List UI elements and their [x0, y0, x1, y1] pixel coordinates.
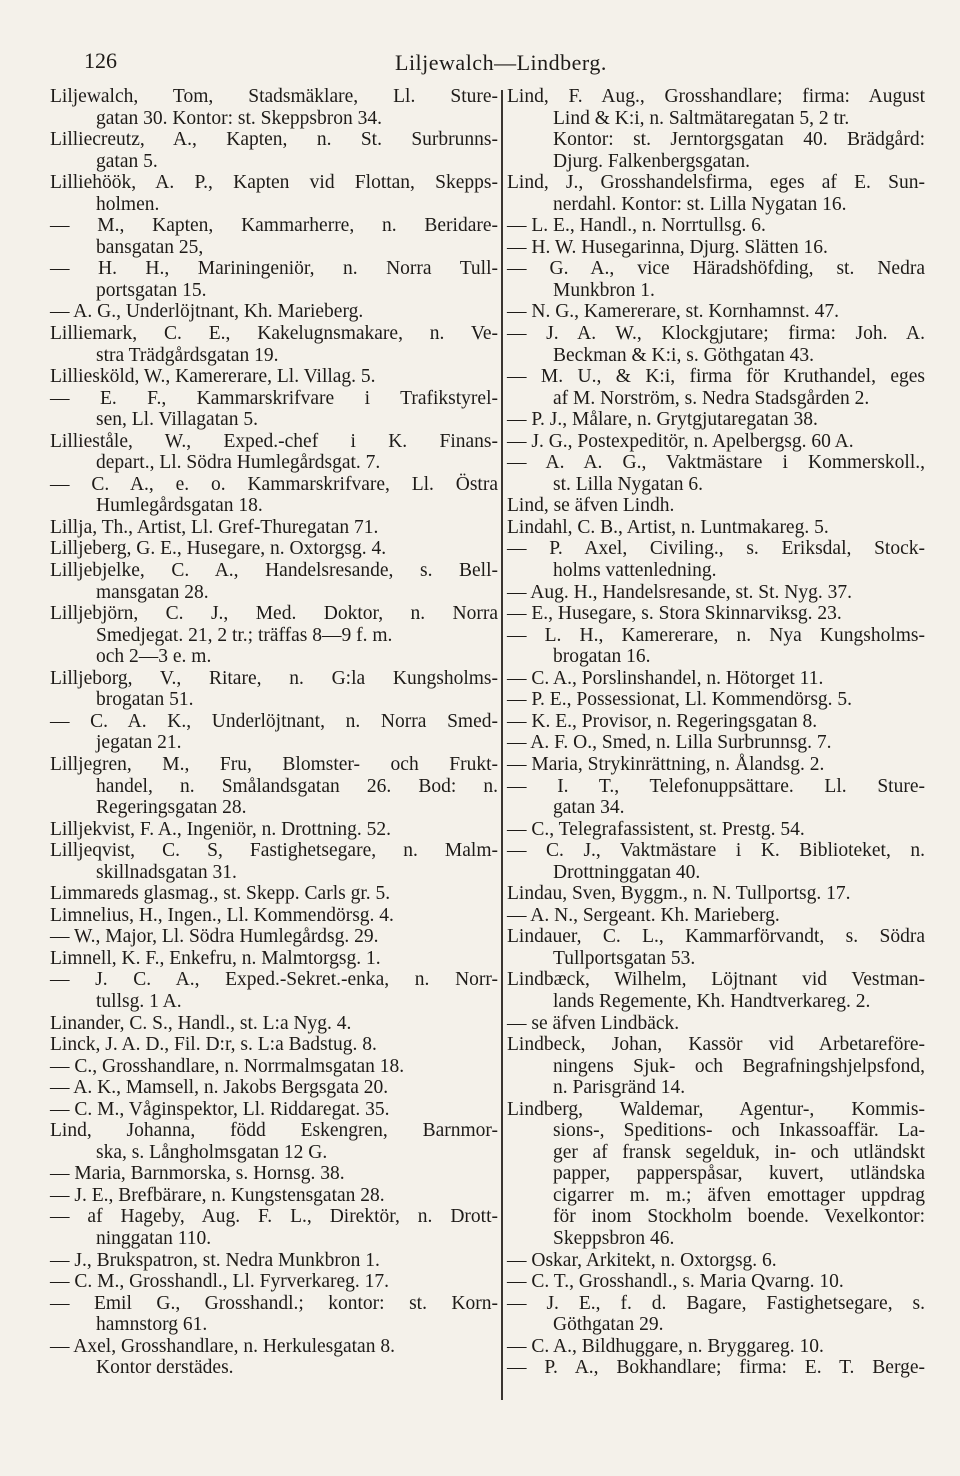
directory-line: jegatan 21.	[96, 732, 182, 754]
directory-line: — C. M., Grosshandl., Ll. Fyrverkareg. 17.	[50, 1271, 390, 1293]
directory-line: lands Regemente, Kh. Handtverkareg. 2.	[553, 990, 871, 1012]
directory-line: holmen.	[96, 193, 160, 215]
directory-line: — M. U., & K:i, firma för Kruthandel, eges	[507, 366, 925, 388]
directory-line: Lilliesköld, W., Kamererare, Ll. Villag. 5.	[50, 366, 376, 388]
directory-line: — se äfven Lindbäck.	[507, 1012, 680, 1034]
directory-line: — G. A., vice Häradshöfding, st. Nedra	[507, 258, 925, 280]
directory-line: ger af fransk segelduk, in- och utländskt	[553, 1141, 925, 1163]
directory-line: — A. N., Sergeant. Kh. Marieberg.	[507, 904, 780, 926]
directory-line: Lilljegren, M., Fru, Blomster- och Frukt-	[50, 753, 498, 775]
directory-line: Humlegårdsgatan 18.	[96, 495, 263, 517]
directory-line: Regeringsgatan 28.	[96, 797, 247, 819]
directory-line: — Maria, Barnmorska, s. Hornsg. 38.	[50, 1163, 345, 1185]
directory-line: Lind, se äfven Lindh.	[507, 495, 675, 517]
directory-line: för inom Stockholm boende. Vexelkontor:	[553, 1206, 925, 1228]
directory-line: Liljewalch, Tom, Stadsmäklare, Ll. Sture-	[50, 86, 498, 107]
directory-line: gatan 34.	[553, 797, 625, 819]
directory-line: — Emil G., Grosshandl.; kontor: st. Korn-	[50, 1292, 498, 1314]
directory-line: — P. Axel, Civiling., s. Eriksdal, Stock-	[507, 538, 925, 560]
directory-line: sions-, Speditions- och Inkassoaffär. La-	[553, 1120, 925, 1142]
left-column	[50, 86, 498, 1379]
directory-line: — C. A., Bildhuggare, n. Bryggareg. 10.	[507, 1335, 824, 1357]
directory-line: — A. K., Mamsell, n. Jakobs Bergsgata 20.	[50, 1077, 389, 1099]
directory-line: — E. F., Kammarskrifvare i Trafikstyrel-	[50, 387, 498, 409]
directory-line: Lind, F. Aug., Grosshandlare; firma: August	[507, 86, 925, 107]
page-number: 126	[84, 48, 117, 73]
directory-line: Lindahl, C. B., Artist, n. Luntmakareg. 5.	[507, 516, 829, 538]
directory-line: Kontor: st. Jerntorgsgatan 40. Brädgård:	[553, 129, 925, 151]
directory-line: Lindberg, Waldemar, Agentur-, Kommis-	[507, 1098, 925, 1120]
directory-line: — C. A., Porslinshandel, n. Hötorget 11.	[507, 667, 824, 689]
directory-line: gatan 5.	[96, 150, 158, 172]
directory-line: — P. A., Bokhandlare; firma: E. T. Berge-	[507, 1357, 925, 1379]
directory-line: depart., Ll. Södra Humlegårdsgat. 7.	[96, 452, 381, 474]
directory-line: Djurg. Falkenbergsgatan.	[553, 150, 750, 172]
directory-line: Linander, C. S., Handl., st. L:a Nyg. 4.	[50, 1012, 352, 1034]
directory-line: hamnstorg 61.	[96, 1314, 208, 1336]
directory-line: holms vattenledning.	[553, 560, 717, 582]
directory-line: — P. J., Målare, n. Grytgjutaregatan 38.	[507, 409, 818, 431]
directory-line: Lindbeck, Johan, Kassör vid Arbetareföre-	[507, 1034, 925, 1056]
directory-line: — H. W. Husegarinna, Djurg. Slätten 16.	[507, 236, 828, 258]
directory-line: stra Trädgårdsgatan 19.	[96, 344, 279, 366]
directory-line: — Maria, Strykinrättning, n. Ålandsg. 2.	[507, 753, 825, 775]
directory-line: Lilljebjörn, C. J., Med. Doktor, n. Norra	[50, 603, 498, 625]
directory-line: — C. J., Vaktmästare i K. Biblioteket, n.	[507, 840, 925, 862]
directory-line: Limmareds glasmag., st. Skepp. Carls gr. 5.	[50, 883, 391, 905]
directory-line: — P. E., Possessionat, Ll. Kommendörsg. 5.	[507, 689, 853, 711]
column-divider	[501, 90, 503, 1400]
directory-line: Lilljeberg, G. E., Husegare, n. Oxtorgsg. 4.	[50, 538, 387, 560]
directory-line: Limnelius, H., Ingen., Ll. Kommendörsg. 4.	[50, 904, 394, 926]
directory-line: Lind & K:i, n. Saltmätaregatan 5, 2 tr.	[553, 107, 850, 129]
directory-line: ninggatan 110.	[96, 1227, 212, 1249]
directory-line: brogatan 51.	[96, 689, 194, 711]
directory-line: — J. E., f. d. Bagare, Fastighetsegare, s.	[507, 1292, 925, 1314]
directory-line: — A. A. G., Vaktmästare i Kommerskoll.,	[507, 452, 925, 474]
directory-line: — J., Brukspatron, st. Nedra Munkbron 1.	[50, 1249, 380, 1271]
directory-line: — Aug. H., Handelsresande, st. St. Nyg. 37.	[507, 581, 853, 603]
directory-line: — I. T., Telefonuppsättare. Ll. Sture-	[507, 775, 925, 797]
directory-line: — C. M., Våginspektor, Ll. Riddaregat. 35.	[50, 1098, 390, 1120]
directory-line: — M., Kapten, Kammarherre, n. Beridare-	[50, 215, 498, 237]
directory-line: Tullportsgatan 53.	[553, 947, 696, 969]
directory-line: Drottninggatan 40.	[553, 861, 701, 883]
directory-line: och 2—3 e. m.	[96, 646, 212, 668]
directory-line: Lilliemark, C. E., Kakelugnsmakare, n. Ve-	[50, 323, 498, 345]
directory-line: Lillieståle, W., Exped.-chef i K. Finans-	[50, 430, 498, 452]
directory-line: Lilljekvist, F. A., Ingeniör, n. Drottning. 52.	[50, 818, 392, 840]
directory-line: brogatan 16.	[553, 646, 651, 668]
directory-line: ska, s. Långholmsgatan 12 G.	[96, 1141, 328, 1163]
directory-line: — J. A. W., Klockgjutare; firma: Joh. A.	[507, 323, 925, 345]
directory-line: portsgatan 15.	[96, 279, 207, 301]
directory-line: — E., Husegare, s. Stora Skinnarviksg. 23.	[507, 603, 842, 625]
directory-line: mansgatan 28.	[96, 581, 209, 603]
directory-line: — N. G., Kamererare, st. Kornhamnst. 47.	[507, 301, 839, 323]
directory-line: gatan 30. Kontor: st. Skeppsbron 34.	[96, 107, 382, 129]
page-header	[0, 44, 960, 80]
directory-line: Munkbron 1.	[553, 279, 655, 301]
directory-line: nerdahl. Kontor: st. Lilla Nygatan 16.	[553, 193, 847, 215]
running-head: Liljewalch—Lindberg.	[395, 50, 607, 75]
directory-line: — A. G., Underlöjtnant, Kh. Marieberg.	[50, 301, 364, 323]
directory-line: Linck, J. A. D., Fil. D:r, s. L:a Badstug. 8.	[50, 1034, 377, 1056]
directory-line: Lilliehöök, A. P., Kapten vid Flottan, Skepps-	[50, 172, 498, 194]
directory-line: papper, papperspåsar, kuvert, utländska	[553, 1163, 925, 1185]
directory-line: — L. H., Kamererare, n. Nya Kungsholms-	[507, 624, 925, 646]
directory-line: st. Lilla Nygatan 6.	[553, 473, 704, 495]
directory-line: Lind, Johanna, född Eskengren, Barnmor-	[50, 1120, 498, 1142]
directory-line: Lindbæck, Wilhelm, Löjtnant vid Vestman-	[507, 969, 925, 991]
directory-line: Skeppsbron 46.	[553, 1227, 675, 1249]
directory-line: — C. A., e. o. Kammarskrifvare, Ll. Östra	[50, 473, 498, 495]
directory-line: — C. T., Grosshandl., s. Maria Qvarng. 10.	[507, 1271, 844, 1293]
directory-line: Lind, J., Grosshandelsfirma, eges af E. Sun-	[507, 172, 925, 194]
directory-line: — Oskar, Arkitekt, n. Oxtorgsg. 6.	[507, 1249, 777, 1271]
directory-line: — C., Telegrafassistent, st. Prestg. 54.	[507, 818, 805, 840]
directory-line: bansgatan 25,	[96, 236, 204, 258]
directory-line: Lilljeborg, V., Ritare, n. G:la Kungsholms-	[50, 667, 498, 689]
directory-line: — L. E., Handl., n. Norrtullsg. 6.	[507, 215, 766, 237]
directory-line: Göthgatan 29.	[553, 1314, 664, 1336]
directory-line: — J. C. A., Exped.-Sekret.-enka, n. Norr-	[50, 969, 498, 991]
directory-line: — J. E., Brefbärare, n. Kungstensgatan 28.	[50, 1184, 385, 1206]
directory-line: — af Hageby, Aug. F. L., Direktör, n. Drott-	[50, 1206, 498, 1228]
directory-line: skillnadsgatan 31.	[96, 861, 237, 883]
directory-line: — C. A. K., Underlöjtnant, n. Norra Smed-	[50, 710, 498, 732]
directory-line: — A. F. O., Smed, n. Lilla Surbrunnsg. 7.	[507, 732, 832, 754]
right-column	[507, 86, 925, 1379]
directory-line: tullsg. 1 A.	[96, 990, 182, 1012]
directory-line: Lilljebjelke, C. A., Handelsresande, s. Bell-	[50, 560, 498, 582]
directory-line: af M. Norström, s. Nedra Stadsgården 2.	[553, 387, 870, 409]
directory-line: — J. G., Postexpeditör, n. Apelbergsg. 60 A.	[507, 430, 854, 452]
directory-line: Limnell, K. F., Enkefru, n. Malmtorgsg. 1.	[50, 947, 381, 969]
directory-line: — K. E., Provisor, n. Regeringsgatan 8.	[507, 710, 818, 732]
directory-line: Kontor derstädes.	[96, 1357, 234, 1379]
directory-line: cigarrer m. m.; äfven emottager uppdrag	[553, 1184, 925, 1206]
directory-line: — H. H., Mariningeniör, n. Norra Tull-	[50, 258, 498, 280]
directory-line: ningens Sjuk- och Begrafningshjelpsfond,	[553, 1055, 925, 1077]
directory-line: Smedjegat. 21, 2 tr.; träffas 8—9 f. m.	[96, 624, 393, 646]
directory-line: handel, n. Smålandsgatan 26. Bod: n.	[96, 775, 498, 797]
directory-line: — Axel, Grosshandlare, n. Herkulesgatan 8.	[50, 1335, 395, 1357]
directory-line: — W., Major, Ll. Södra Humlegårdsg. 29.	[50, 926, 379, 948]
directory-line: Lindau, Sven, Byggm., n. N. Tullportsg. 17.	[507, 883, 851, 905]
directory-line: Lillja, Th., Artist, Ll. Gref-Thuregatan 71.	[50, 516, 379, 538]
directory-line: Beckman & K:i, s. Göthgatan 43.	[553, 344, 815, 366]
directory-line: — C., Grosshandlare, n. Norrmalmsgatan 18.	[50, 1055, 405, 1077]
directory-line: n. Parisgränd 14.	[553, 1077, 686, 1099]
directory-line: Lilljeqvist, C. S, Fastighetsegare, n. Malm-	[50, 840, 498, 862]
directory-line: Lilliecreutz, A., Kapten, n. St. Surbrunns-	[50, 129, 498, 151]
directory-line: Lindauer, C. L., Kammarförvandt, s. Södra	[507, 926, 925, 948]
directory-line: sen, Ll. Villagatan 5.	[96, 409, 259, 431]
